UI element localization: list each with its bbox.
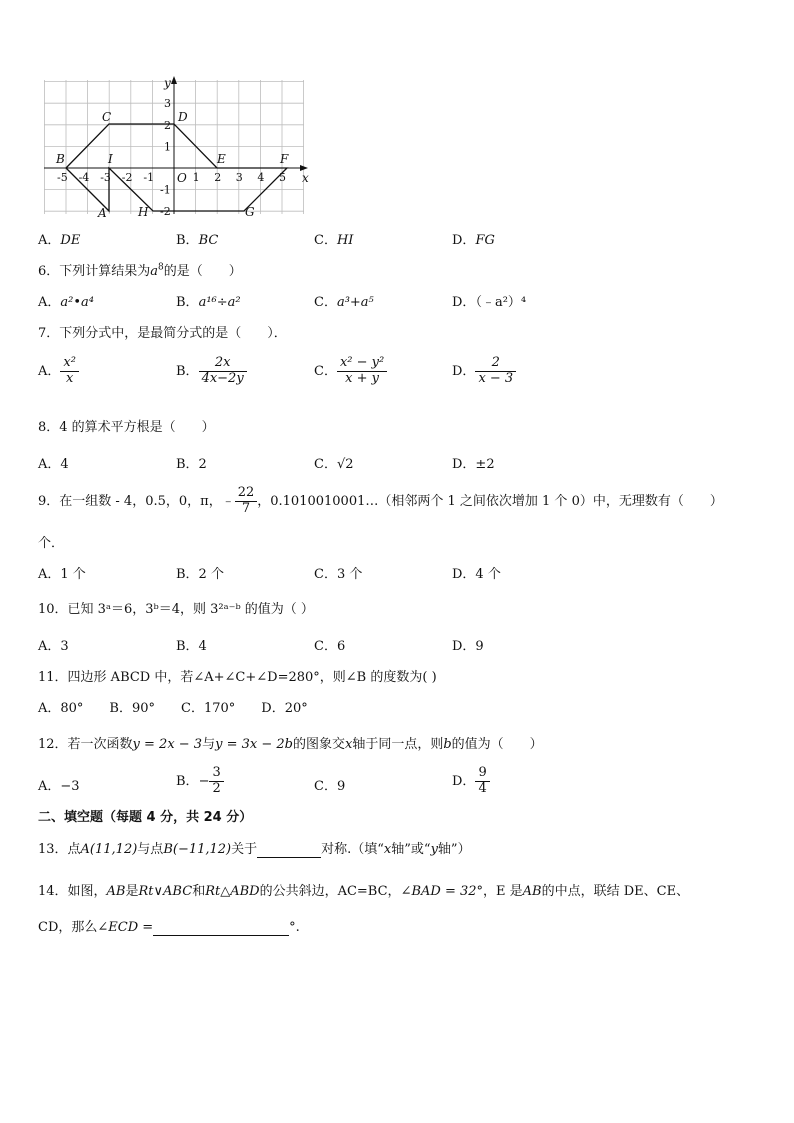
origin-label: O [177,171,187,185]
y-tick-label: 2 [164,118,171,132]
point-H: H [138,205,149,219]
q9-option-b[interactable]: B．2 个 [176,567,224,582]
coordinate-graph [38,74,318,224]
q12-option-c[interactable]: C．9 [314,779,346,794]
q9-stem: 9．在一组数 - 4，0.5，0，π，﹣ $\frac{22}{7}$ ，0.1010010001…（相邻两个 1 之间依次增加 1 个 0）中，无理数有（ ） [38,485,723,516]
q13-stem: 13．点A(11,12)与点B(−11,12)关于 对称.（填“x轴”或“y轴”） [38,842,471,857]
q7-option-d[interactable]: D． $\frac{2}{x - 3}$ [452,356,516,387]
q10-option-a[interactable]: A．3 [38,639,69,654]
q12-stem: 12．若一次函数y = 2x − 3与y = 3x − 2b的图象交x轴于同一点，则b的值为（ ） [38,737,543,752]
q5-option-c[interactable]: C．HI [314,233,354,248]
q6-option-d[interactable]: D．（﹣a²）⁴ [452,295,527,310]
q5-option-b[interactable]: B．BC [176,233,219,248]
q5-option-a[interactable]: A．DE [38,233,81,248]
x-tick-label: -3 [100,171,111,184]
q14-answer-blank[interactable] [153,920,289,936]
x-tick-labels [57,171,286,184]
q13-answer-blank[interactable] [257,842,321,858]
point-E: E [217,152,226,166]
q8-option-b[interactable]: B．2 [176,457,207,472]
q8-option-a[interactable]: A．4 [38,457,69,472]
q8-option-d[interactable]: D．±2 [452,457,495,472]
q9-option-d[interactable]: D．4 个 [452,567,501,582]
x-tick-label: -1 [143,171,155,184]
x-tick-label: 2 [214,171,222,184]
axis-x-label: x [302,171,309,185]
point-F: F [280,152,289,166]
x-tick-label: -5 [57,171,68,184]
q8-stem: 8．4 的算术平方根是（ ） [38,420,215,435]
q11-options[interactable]: A．80° B．90° C．170° D．20° [38,701,308,716]
q7-stem: 7．下列分式中，是最简分式的是（ ）． [38,326,287,341]
x-tick-label: 1 [192,171,200,184]
point-G: G [245,205,255,219]
q10-stem: 10．已知 3ᵃ＝6，3ᵇ＝4，则 3²ᵃ⁻ᵇ 的值为（ ） [38,602,314,617]
y-axis-arrow [171,76,177,84]
q11-stem: 11．四边形 ABCD 中，若∠A+∠C+∠D=280°，则∠B 的度数为( ) [38,670,437,685]
x-tick-label: -4 [78,171,90,184]
q7-option-c[interactable]: C． $\frac{\text{x² − y²}}{x + y}$ [314,356,387,387]
y-tick-label: 1 [164,140,171,154]
point-B: B [56,152,65,166]
y-tick-labels [160,97,171,218]
y-tick-label: -2 [160,205,171,219]
axis-y-label: y [164,76,171,90]
q12-option-a[interactable]: A．−3 [38,779,80,794]
x-tick-label: -2 [121,171,133,184]
axes [44,76,308,214]
q10-option-b[interactable]: B．4 [176,639,207,654]
q5-option-d[interactable]: D．FG [452,233,495,248]
q6-option-a[interactable]: A．a²•a⁴ [38,295,94,310]
q14-stem: 14．如图，AB是Rt∨ABC和Rt△ABD的公共斜边，AC=BC，∠BAD = 32°，E 是AB的中点，联结 DE、CE、 [38,884,690,899]
section-fill-in-title: 二、填空题（每题 4 分，共 24 分） [38,810,253,825]
q12-option-d[interactable]: D． $\frac{9}{4}$ [452,766,490,797]
q7-option-a[interactable]: A． $\frac{\text{x²}}{x}$ [38,356,79,387]
point-D: D [178,110,188,124]
x-tick-label: 3 [235,171,243,184]
point-I: I [108,152,113,166]
y-tick-label: -1 [160,183,171,197]
q14-stem-cont: CD，那么∠ECD = °. [38,920,300,935]
x-tick-label: 5 [279,171,286,184]
q6-option-b[interactable]: B．a¹⁶÷a² [176,295,241,310]
point-C: C [102,110,112,124]
point-A: A [98,206,107,220]
q10-option-d[interactable]: D．9 [452,639,484,654]
x-tick-label: 4 [257,171,265,184]
q12-option-b[interactable]: B．− $\frac{3}{2}$ [176,766,224,797]
q7-option-b[interactable]: B． $\frac{2x}{4x-2y}$ [176,356,247,387]
q6-stem: 6．下列计算结果为$a^8$的是（ ） [38,262,242,279]
q9-stem-cont: 个． [38,536,65,551]
q6-option-c[interactable]: C．a³+a⁵ [314,295,374,310]
q9-option-a[interactable]: A．1 个 [38,567,86,582]
q10-option-c[interactable]: C．6 [314,639,346,654]
q9-option-c[interactable]: C．3 个 [314,567,363,582]
q8-option-c[interactable]: C．√2 [314,457,354,472]
y-tick-label: 3 [164,97,171,111]
